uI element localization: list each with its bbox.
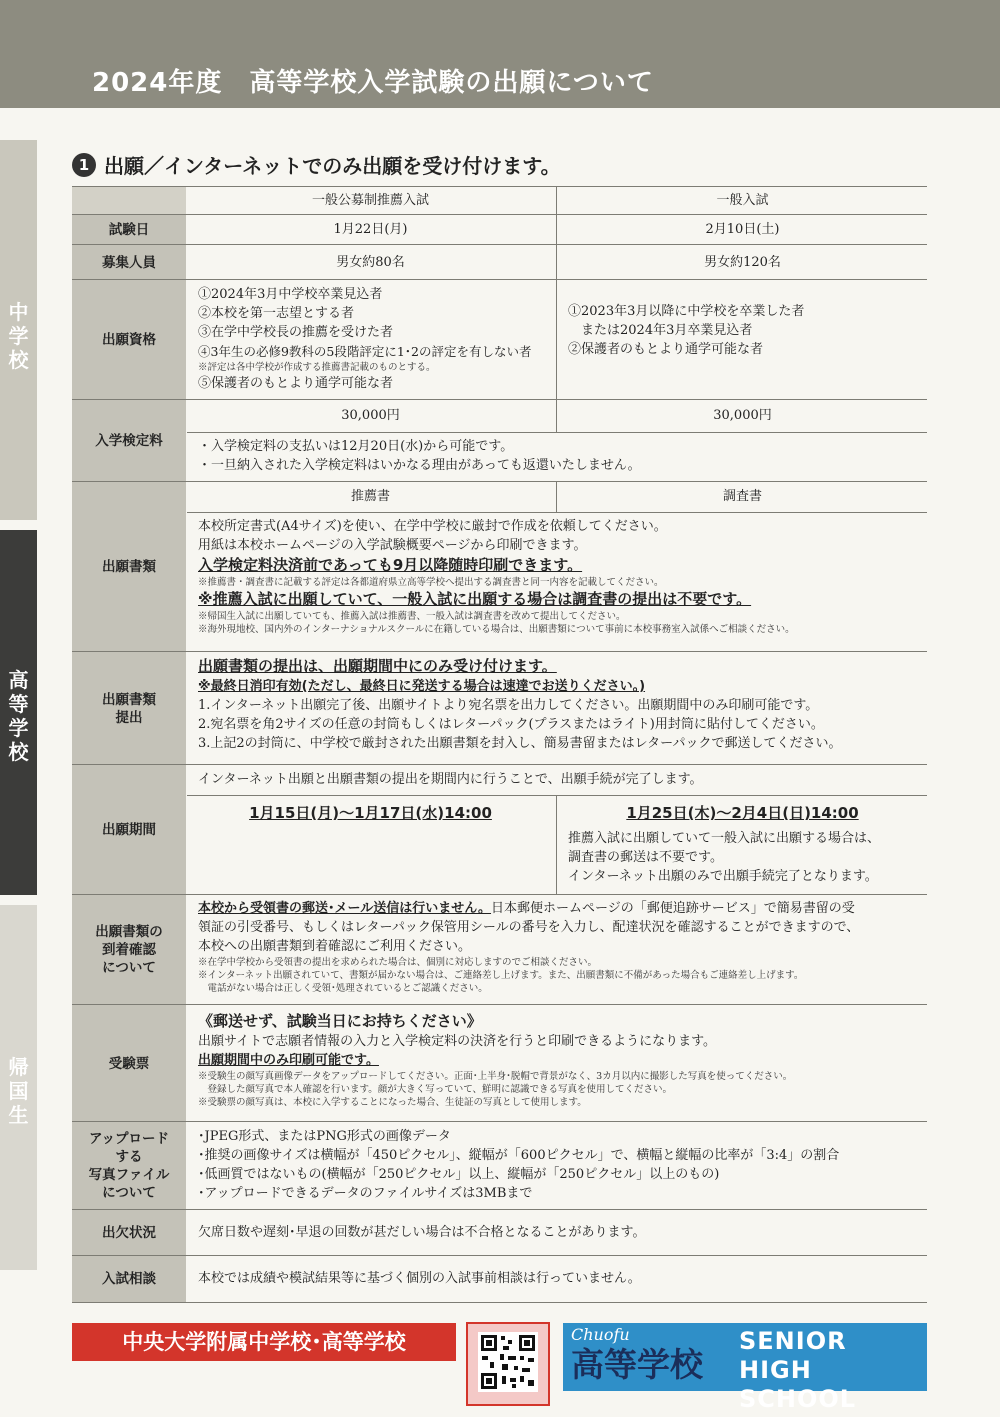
table-row bbox=[72, 399, 927, 482]
arrival-body bbox=[188, 899, 927, 995]
ticket-title: 《郵送せず、試験当日にお持ちください》 bbox=[198, 1012, 482, 1030]
period-general-note bbox=[558, 829, 927, 886]
banner-kanji: 高等学校 bbox=[571, 1345, 703, 1384]
row-header: 入学検定料 bbox=[72, 400, 186, 482]
row-header: 出願資格 bbox=[72, 280, 186, 400]
note-line: インターネット出願のみで出願手続完了となります。 bbox=[568, 869, 878, 884]
documents-general-label: 調査書 bbox=[722, 489, 762, 504]
arrival-note: ※在学中学校から受領書の提出を求められた場合は、個別に対応しますのでご相談ください。 bbox=[198, 957, 598, 968]
side-tab-junior-high[interactable] bbox=[0, 140, 37, 520]
row-header: アップロード する 写真ファイル について bbox=[72, 1122, 186, 1210]
arrival-note: 電話がない場合は正しく受領･処理されているとご認識ください。 bbox=[198, 983, 488, 994]
table-row bbox=[72, 1121, 927, 1210]
section-title: 出願／インターネットでのみ出願を受け付けます。 bbox=[104, 154, 561, 178]
page-header bbox=[0, 0, 1000, 108]
eligibility-recommend bbox=[188, 285, 553, 393]
fee-recommend: 30,000円 bbox=[341, 408, 400, 423]
fee-general: 30,000円 bbox=[713, 408, 772, 423]
list-item: ・入学検定料の支払いは12月20日(水)から可能です。 bbox=[198, 439, 514, 454]
list-item: ･JPEG形式、またはPNG形式の画像データ bbox=[198, 1129, 451, 1144]
side-tab-label: 中 学 校 bbox=[8, 300, 29, 372]
list-item: ①2024年3月中学校卒業見込者 bbox=[198, 287, 383, 302]
documents-note: ※推薦書・調査書に記載する評定は各都道府県立高等学校へ提出する調査書と同一内容を記載してください。 bbox=[198, 577, 664, 588]
exam-date-recommend: 1月22日(月) bbox=[333, 222, 408, 237]
list-item: ②本校を第一志望とする者 bbox=[198, 306, 355, 321]
qr-code-icon bbox=[478, 1332, 538, 1392]
consult-text: 本校では成績や模試結果等に基づく個別の入試事前相談は行っていません。 bbox=[198, 1271, 641, 1286]
column-header-recommend: 一般公募制推薦入試 bbox=[311, 193, 429, 208]
documents-recommend-label: 推薦書 bbox=[350, 489, 390, 504]
list-item: または2024年3月卒業見込者 bbox=[568, 323, 753, 338]
documents-line: 用紙は本校ホームページの入学試験概要ページから印刷できます。 bbox=[198, 538, 587, 553]
school-name-banner: 中央大学附属中学校･高等学校 bbox=[72, 1323, 456, 1361]
table-row bbox=[72, 214, 927, 245]
qr-code[interactable] bbox=[466, 1322, 550, 1406]
arrival-bold: 本校から受領書の郵送･メール送信は行いません。 bbox=[198, 901, 492, 916]
attendance-text: 欠席日数や遅刻･早退の回数が甚だしい場合は不合格となることがあります。 bbox=[198, 1225, 646, 1240]
banner-english-line: HIGH SCHOOL bbox=[739, 1356, 857, 1413]
column-header-general: 一般入試 bbox=[716, 193, 769, 208]
table-row bbox=[72, 1255, 927, 1303]
arrival-line: 本校への出願書類到着確認にご利用ください。 bbox=[198, 939, 472, 954]
application-table bbox=[72, 186, 927, 1301]
side-tab-label: 帰 国 生 bbox=[8, 1055, 29, 1127]
table-row bbox=[72, 244, 927, 280]
table-row bbox=[72, 651, 927, 765]
list-item: ③在学中学校長の推薦を受けた者 bbox=[198, 325, 394, 340]
submission-title: 出願書類の提出は、出願期間中にのみ受け付けます。 bbox=[198, 657, 557, 675]
table-row bbox=[72, 894, 927, 1005]
ticket-highlight: 出願期間中のみ印刷可能です。 bbox=[198, 1053, 379, 1068]
list-item: ②保護者のもとより通学可能な者 bbox=[568, 342, 764, 357]
capacity-general: 男女約120名 bbox=[704, 255, 781, 270]
side-tab-returnee[interactable] bbox=[0, 905, 37, 1270]
side-tab-label: 高 等 学 校 bbox=[8, 668, 29, 764]
fee-notes bbox=[188, 437, 927, 475]
section-heading bbox=[72, 150, 561, 179]
documents-body bbox=[188, 517, 927, 636]
ticket-note: ※受験票の顔写真は、本校に入学することになった場合、生徒証の写真として使用します。 bbox=[198, 1097, 587, 1108]
list-item: 2.宛名票を角2サイズの任意の封筒もしくはレターパック(プラスまたはライト)用封筒に貼付してください。 bbox=[198, 717, 824, 732]
period-general: 1月25日(木)～2月4日(日)14:00 bbox=[626, 804, 859, 822]
table-row bbox=[72, 186, 927, 215]
documents-line: 本校所定書式(A4サイズ)を使い、在学中学校に厳封で作成を依頼してください。 bbox=[198, 519, 667, 534]
ticket-note: ※受験生の顔写真画像データをアップロードしてください。正面･上半身･脱帽で背景がなく、3カ月以内に撮影した写真を使ってください。 bbox=[198, 1071, 793, 1082]
row-header: 試験日 bbox=[72, 215, 186, 245]
banner-english-line: SENIOR bbox=[739, 1327, 847, 1355]
row-header: 入試相談 bbox=[72, 1256, 186, 1302]
list-item: ①2023年3月以降に中学校を卒業した者 bbox=[568, 304, 805, 319]
list-item-note: ※評定は各中学校が作成する推薦書記載のものとする。 bbox=[198, 362, 436, 373]
arrival-note: ※インターネット出願されていて、書類が届かない場合は、ご連絡差し上げます。また、出願書類に不備があった場合もご連絡差し上げます。 bbox=[198, 970, 804, 981]
ticket-line: 出願サイトで志願者情報の入力と入学検定料の決済を行うと印刷できるようになります。 bbox=[198, 1034, 717, 1049]
list-item: ⑤保護者のもとより通学可能な者 bbox=[198, 376, 394, 391]
note-line: 推薦入試に出願していて一般入試に出願する場合は、 bbox=[568, 831, 881, 846]
period-intro: インターネット出願と出願書類の提出を期間内に行うことで、出願手続が完了します。 bbox=[198, 772, 703, 787]
documents-highlight: ※推薦入試に出願していて、一般入試に出願する場合は調査書の提出は不要です。 bbox=[198, 590, 752, 608]
table-row bbox=[72, 1209, 927, 1256]
table-row bbox=[72, 764, 927, 895]
arrival-line: 領証の引受番号、もしくはレターパック保管用シールの番号を入力し、配達状況を確認することができますので、 bbox=[198, 920, 860, 935]
row-header: 出願書類 提出 bbox=[72, 652, 186, 765]
senior-high-banner[interactable] bbox=[563, 1323, 927, 1413]
eligibility-general bbox=[558, 302, 927, 359]
note-line: 調査書の郵送は不要です。 bbox=[568, 850, 723, 865]
list-item: ・一旦納入された入学検定料はいかなる理由があっても返還いたしません。 bbox=[198, 458, 641, 473]
arrival-rest: 日本郵便ホームページの「郵便追跡サービス」で簡易書留の受 bbox=[491, 901, 855, 916]
table-row bbox=[72, 481, 927, 652]
table-row bbox=[72, 1004, 927, 1122]
period-recommend: 1月15日(月)～1月17日(水)14:00 bbox=[249, 804, 492, 822]
side-tab-senior-high[interactable] bbox=[0, 530, 37, 895]
row-header: 出欠状況 bbox=[72, 1210, 186, 1256]
section-number-badge: 1 bbox=[72, 153, 96, 177]
ticket-note: 登録した顔写真で本人確認を行います。顔が大きく写っていて、鮮明に認識できる写真を使用してください。 bbox=[198, 1084, 673, 1095]
list-item: 1.インターネット出願完了後、出願サイトより宛名票を出力してください。出願期間中のみ印刷可能です。 bbox=[198, 698, 819, 713]
ticket-body bbox=[188, 1011, 927, 1109]
page-title: 2024年度 高等学校入学試験の出願について bbox=[92, 68, 654, 98]
exam-date-general: 2月10日(土) bbox=[705, 222, 780, 237]
row-header: 出願書類 bbox=[72, 482, 186, 652]
list-item: ･推奨の画像サイズは横幅が「450ピクセル」、縦幅が「600ピクセル」で、横幅と縦幅の比率が「3:4」の割合 bbox=[198, 1148, 840, 1163]
documents-note: ※帰国生入試に出願していても、推薦入試は推薦書、一般入試は調査書を改めて提出してください。 bbox=[198, 611, 626, 622]
submission-body bbox=[188, 656, 927, 753]
list-item: 3.上記2の封筒に、中学校で厳封された出願書類を封入し、簡易書留またはレターパックで郵送してください。 bbox=[198, 736, 842, 751]
capacity-recommend: 男女約80名 bbox=[336, 255, 405, 270]
list-item: ･アップロードできるデータのファイルサイズは3MBまで bbox=[198, 1186, 533, 1201]
row-header: 出願書類の 到着確認 について bbox=[72, 895, 186, 1005]
row-header: 受験票 bbox=[72, 1005, 186, 1122]
photo-body bbox=[188, 1127, 927, 1203]
documents-note: ※海外現地校、国内外のインターナショナルスクールに在籍している場合は、出願書類について事前に本校事務室入試係へご相談ください。 bbox=[198, 624, 795, 635]
documents-highlight: 入学検定料決済前であっても9月以降随時印刷できます。 bbox=[198, 556, 583, 574]
list-item: ④3年生の必修9教科の5段階評定に1･2の評定を有しない者 bbox=[198, 344, 532, 359]
row-header: 出願期間 bbox=[72, 765, 186, 895]
row-header: 募集人員 bbox=[72, 245, 186, 280]
submission-subtitle: ※最終日消印有効(ただし、最終日に発送する場合は速達でお送りください。) bbox=[198, 679, 646, 694]
banner-script: Chuofu bbox=[571, 1325, 630, 1344]
arrival-line bbox=[198, 899, 927, 918]
banner-english bbox=[739, 1327, 923, 1414]
table-row bbox=[72, 279, 927, 400]
list-item: ･低画質ではないもの(横幅が「250ピクセル」以上、縦幅が「250ピクセル」以上のもの) bbox=[198, 1167, 720, 1182]
row-header-empty bbox=[72, 187, 186, 215]
